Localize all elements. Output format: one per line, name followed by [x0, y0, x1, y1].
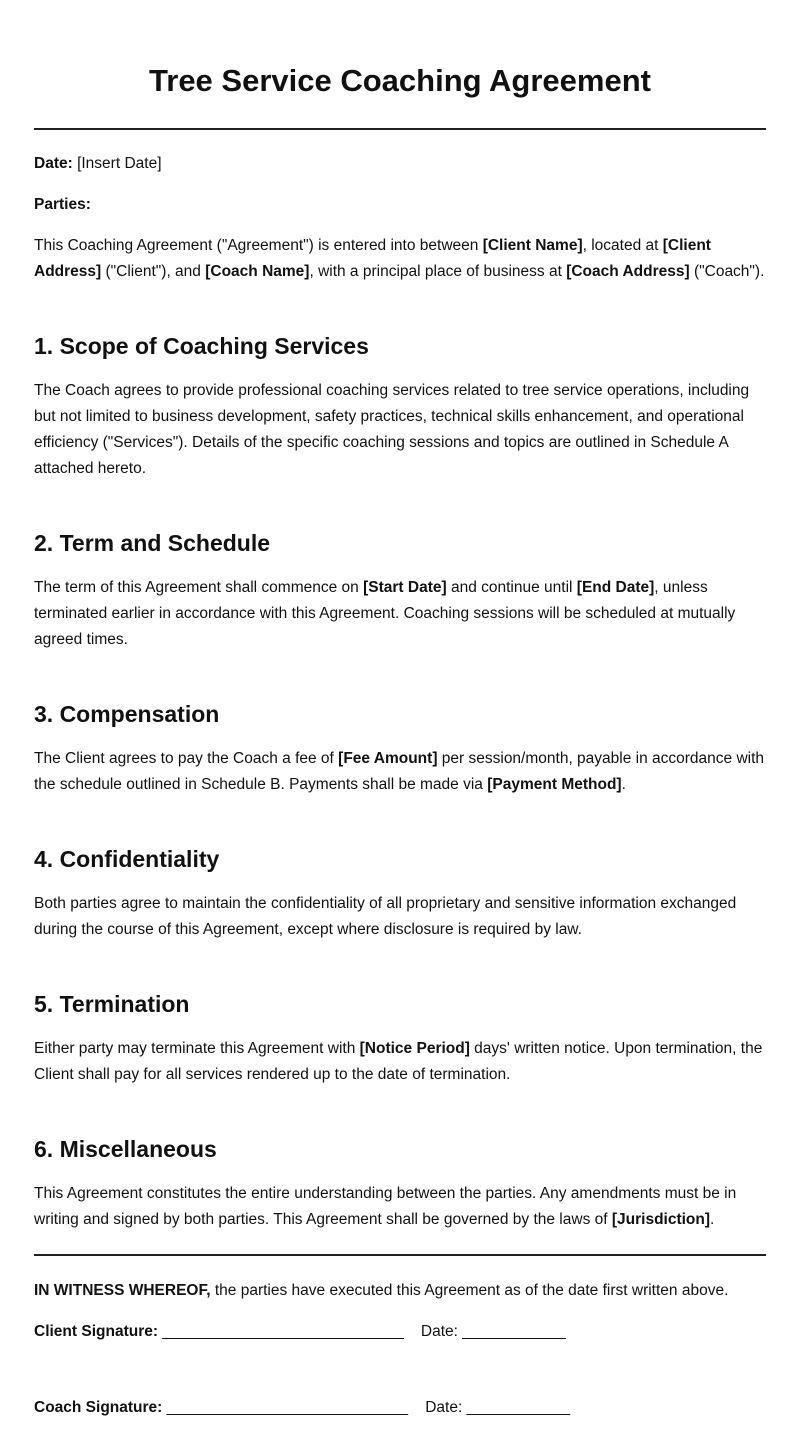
intro-text-2: , located at: [582, 237, 663, 254]
section-miscellaneous: [34, 1134, 766, 1233]
intro-text-3: ("Client"), and: [101, 263, 206, 280]
section-heading: 5. Termination: [34, 991, 190, 1017]
date-label: Date:: [34, 155, 73, 172]
witness-text: the parties have executed this Agreement as of the date first written above.: [210, 1282, 729, 1299]
parties-label-text: Parties:: [34, 196, 91, 213]
comp-text-1: The Client agrees to pay the Coach a fee of: [34, 750, 339, 767]
page-title: Tree Service Coaching Agreement: [149, 63, 651, 98]
coach-signature-label: Coach Signature:: [34, 1399, 163, 1416]
coach-address-placeholder: [Coach Address]: [566, 263, 690, 280]
section-heading: 6. Miscellaneous: [34, 1136, 217, 1162]
termination-text-2: days' written notice. Upon termination, the Client shall pay for all services rendered up to the date of termination.: [34, 1040, 763, 1083]
witness-statement: [34, 1278, 766, 1304]
section-heading: 4. Confidentiality: [34, 846, 220, 872]
parties-label: [34, 192, 766, 218]
coach-signature-line: [34, 1395, 766, 1421]
intro-text-4: , with a principal place of business at: [309, 263, 567, 280]
comp-text-3: .: [621, 776, 626, 793]
intro-paragraph: [34, 233, 766, 285]
coach-name-placeholder: [Coach Name]: [205, 263, 310, 280]
section-heading: 3. Compensation: [34, 701, 220, 727]
section-body: The Coach agrees to provide professional coaching services related to tree service operations, including but not limited to business development, safety practices, technical skills enhancement, and operational efficiency ("Services"). Details of the specific coaching sessions and topics are outlined in Schedule A attached hereto.: [34, 382, 750, 477]
jurisdiction-placeholder: [Jurisdiction]: [611, 1211, 711, 1228]
client-address-placeholder: [Client Address]: [34, 237, 711, 280]
section-confidentiality: [34, 844, 766, 943]
section-scope: [34, 331, 766, 482]
comp-text-2: per session/month, payable in accordance with the schedule outlined in Schedule B. Payments shall be made via: [34, 750, 765, 793]
section-term: [34, 528, 766, 653]
section-body: Both parties agree to maintain the confidentiality of all proprietary and sensitive information exchanged during the course of this Agreement, except where disclosure is required by law.: [34, 895, 737, 938]
term-text-1: The term of this Agreement shall commence on: [34, 579, 364, 596]
date-line: [34, 151, 766, 177]
section-body: [34, 1181, 766, 1233]
client-signature-label: Client Signature:: [34, 1323, 159, 1340]
payment-method-placeholder: [Payment Method]: [487, 776, 622, 793]
fee-amount-placeholder: [Fee Amount]: [338, 750, 438, 767]
section-heading: 2. Term and Schedule: [34, 530, 271, 556]
intro-text-1: This Coaching Agreement ("Agreement") is entered into between: [34, 237, 483, 254]
witness-bold: IN WITNESS WHEREOF,: [34, 1282, 211, 1299]
section-heading: 1. Scope of Coaching Services: [34, 333, 369, 359]
misc-text-1: This Agreement constitutes the entire understanding between the parties. Any amendments must be in writing and signed by both parties. This Agreement shall be governed by the laws of: [34, 1185, 737, 1228]
client-name-placeholder: [Client Name]: [482, 237, 583, 254]
intro-text-5: ("Coach").: [689, 263, 765, 280]
divider-top: [34, 128, 766, 130]
section-compensation: [34, 699, 766, 798]
client-signature-line: [34, 1319, 766, 1345]
term-text-2: and continue until: [446, 579, 577, 596]
misc-text-2: .: [710, 1211, 715, 1228]
section-body: [34, 575, 766, 653]
end-date-placeholder: [End Date]: [576, 579, 655, 596]
section-body: [34, 746, 766, 798]
coach-signature-blank: ____________________________ Date: ____________: [162, 1399, 571, 1416]
start-date-placeholder: [Start Date]: [363, 579, 447, 596]
client-signature-blank: ____________________________ Date: ____________: [158, 1323, 566, 1340]
notice-period-placeholder: [Notice Period]: [359, 1040, 470, 1057]
divider-bottom: [34, 1254, 766, 1256]
section-body: [34, 1036, 766, 1088]
term-text-3: , unless terminated earlier in accordance with this Agreement. Coaching sessions will be scheduled at mutually agreed times.: [34, 579, 736, 648]
termination-text-1: Either party may terminate this Agreement with: [34, 1040, 360, 1057]
date-value: [Insert Date]: [72, 155, 162, 172]
section-termination: [34, 989, 766, 1088]
